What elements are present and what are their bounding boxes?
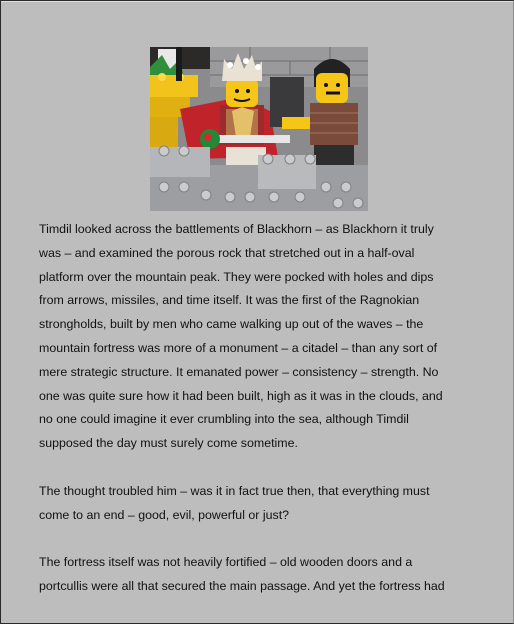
text-line: platform over the mountain peak. They were pocked with holes and dips <box>39 269 434 284</box>
text-line: strongholds, built by men who came walking up out of the waves – the <box>39 317 424 332</box>
text-line: mountain fortress was more of a monument – a citadel – than any sort of <box>39 340 438 355</box>
text-line: The thought troubled him – was it in fact true then, that everything must <box>39 483 430 498</box>
text-line: mere strategic structure. It emanated power – consistency – strength. No <box>39 364 439 379</box>
text-line: portcullis were all that secured the main passage. And yet the fortress had <box>39 578 445 593</box>
paragraph-2 <box>39 480 479 528</box>
text-line: come to an end – good, evil, powerful or just? <box>39 507 290 522</box>
text-line: was – and examined the porous rock that stretched out in a half-oval <box>39 245 415 260</box>
text-line: Timdil looked across the battlements of Blackhorn – as Blackhorn it truly <box>39 222 434 236</box>
paragraph-3 <box>39 551 479 599</box>
lego-castle-photo <box>150 47 368 211</box>
paragraph-1 <box>39 218 479 456</box>
story-text <box>39 218 479 623</box>
text-line: from arrows, missiles, and time itself. It was the first of the Ragnokian <box>39 293 420 308</box>
text-line: one was quite sure how it had been built, high as it was in the clouds, and <box>39 388 443 403</box>
text-line: The fortress itself was not heavily fortified – old wooden doors and a <box>39 555 413 570</box>
text-line: supposed the day must surely come sometime. <box>39 436 298 451</box>
text-line: no one could imagine it ever crumbling into the sea, although Timdil <box>39 412 409 427</box>
